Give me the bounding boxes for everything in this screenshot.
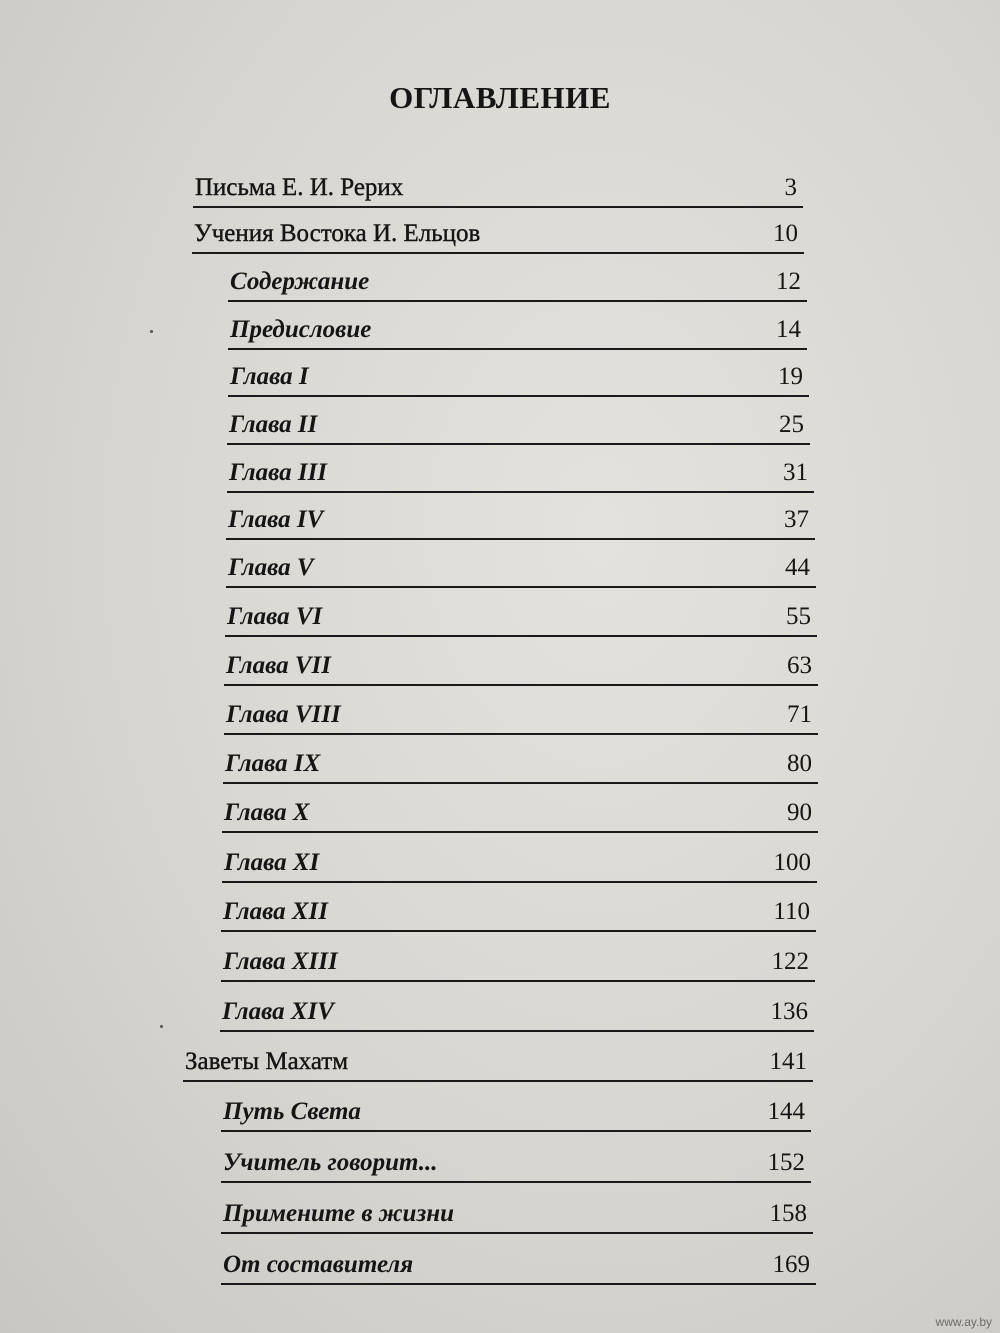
- toc-entry: [221, 892, 816, 932]
- toc-entry: [192, 214, 804, 254]
- toc-entry-page: 136: [770, 998, 808, 1025]
- toc-entry: [221, 1194, 813, 1234]
- toc-entry-label: Глава II: [229, 411, 318, 438]
- toc-entry: [193, 168, 803, 208]
- toc-entry-label: Глава XIV: [222, 998, 334, 1025]
- toc-entry: [223, 744, 818, 784]
- toc-entry-page: 71: [787, 701, 812, 728]
- toc-entry: [222, 793, 818, 833]
- toc-entry: [183, 1042, 813, 1082]
- toc-entry-page: 12: [776, 268, 801, 295]
- toc-entry-page: 19: [778, 363, 803, 390]
- paper-speck: [150, 330, 153, 333]
- toc-entry-label: Глава IV: [228, 506, 324, 533]
- toc-entry-page: 80: [787, 750, 812, 777]
- toc-entry-page: 169: [772, 1251, 810, 1278]
- toc-entry-page: 152: [767, 1149, 805, 1176]
- toc-entry: [226, 500, 815, 540]
- toc-entry: [226, 548, 816, 588]
- toc-entry-label: Заветы Махатм: [185, 1048, 349, 1075]
- toc-entry: [224, 646, 818, 686]
- toc-entry-label: Глава I: [230, 363, 309, 390]
- toc-entry-label: Учитель говорит...: [223, 1149, 438, 1176]
- toc-entry-label: Содержание: [230, 268, 370, 295]
- toc-entry-page: 25: [779, 411, 804, 438]
- toc-entry-page: 10: [773, 220, 798, 247]
- toc-entry-page: 14: [776, 316, 801, 343]
- toc-entry-page: 144: [767, 1098, 805, 1125]
- toc-entry: [221, 1143, 811, 1183]
- toc-entry-label: Глава XIII: [223, 948, 338, 975]
- toc-entry-page: 31: [783, 459, 808, 486]
- toc-entry: [228, 357, 809, 397]
- toc-entry-label: Глава XII: [223, 898, 328, 925]
- toc-entry-label: Глава III: [229, 459, 328, 486]
- toc-entry-page: 141: [769, 1048, 807, 1075]
- toc-entry: [220, 992, 814, 1032]
- toc-entry-label: Предисловие: [230, 316, 372, 343]
- toc-entry-label: Глава XI: [224, 849, 320, 876]
- toc-entry: [227, 405, 810, 445]
- toc-entry-page: 122: [771, 948, 809, 975]
- toc-entry: [224, 695, 818, 735]
- paper-speck: [160, 1025, 163, 1028]
- toc-entry-page: 37: [784, 506, 809, 533]
- toc-entry: [228, 262, 807, 302]
- toc-entry-page: 3: [784, 174, 797, 201]
- toc-entry-page: 158: [769, 1200, 807, 1227]
- toc-entry-label: Глава VIII: [226, 701, 341, 728]
- toc-entry-label: Письма Е. И. Рерих: [195, 174, 404, 201]
- toc-entry-label: Глава VII: [226, 652, 331, 679]
- toc-entry-label: От составителя: [223, 1251, 414, 1278]
- toc-entry: [221, 1245, 816, 1285]
- toc-entry-page: 63: [787, 652, 812, 679]
- toc-entry: [227, 453, 814, 493]
- toc-entry: [222, 843, 817, 883]
- toc-entry-page: 100: [773, 849, 811, 876]
- toc-entry-label: Глава VI: [227, 603, 323, 630]
- toc-entry: [228, 310, 807, 350]
- toc-entry-page: 55: [786, 603, 811, 630]
- toc-entry-label: Примените в жизни: [223, 1200, 454, 1227]
- toc-entry-label: Учения Востока И. Ельцов: [194, 220, 481, 247]
- toc-entry-label: Глава IX: [225, 750, 321, 777]
- toc-entry: [225, 597, 817, 637]
- page-title: ОГЛАВЛЕНИЕ: [389, 80, 611, 115]
- toc-entry-label: Глава X: [224, 799, 310, 826]
- toc-entry-label: Глава V: [228, 554, 314, 581]
- toc-entry: [221, 942, 815, 982]
- toc-entry-page: 110: [773, 898, 810, 925]
- toc-entry-page: 90: [787, 799, 812, 826]
- toc-entry-label: Путь Света: [223, 1098, 361, 1125]
- toc-entry: [221, 1092, 811, 1132]
- watermark: www.ay.by: [935, 1315, 992, 1329]
- toc-entry-page: 44: [785, 554, 810, 581]
